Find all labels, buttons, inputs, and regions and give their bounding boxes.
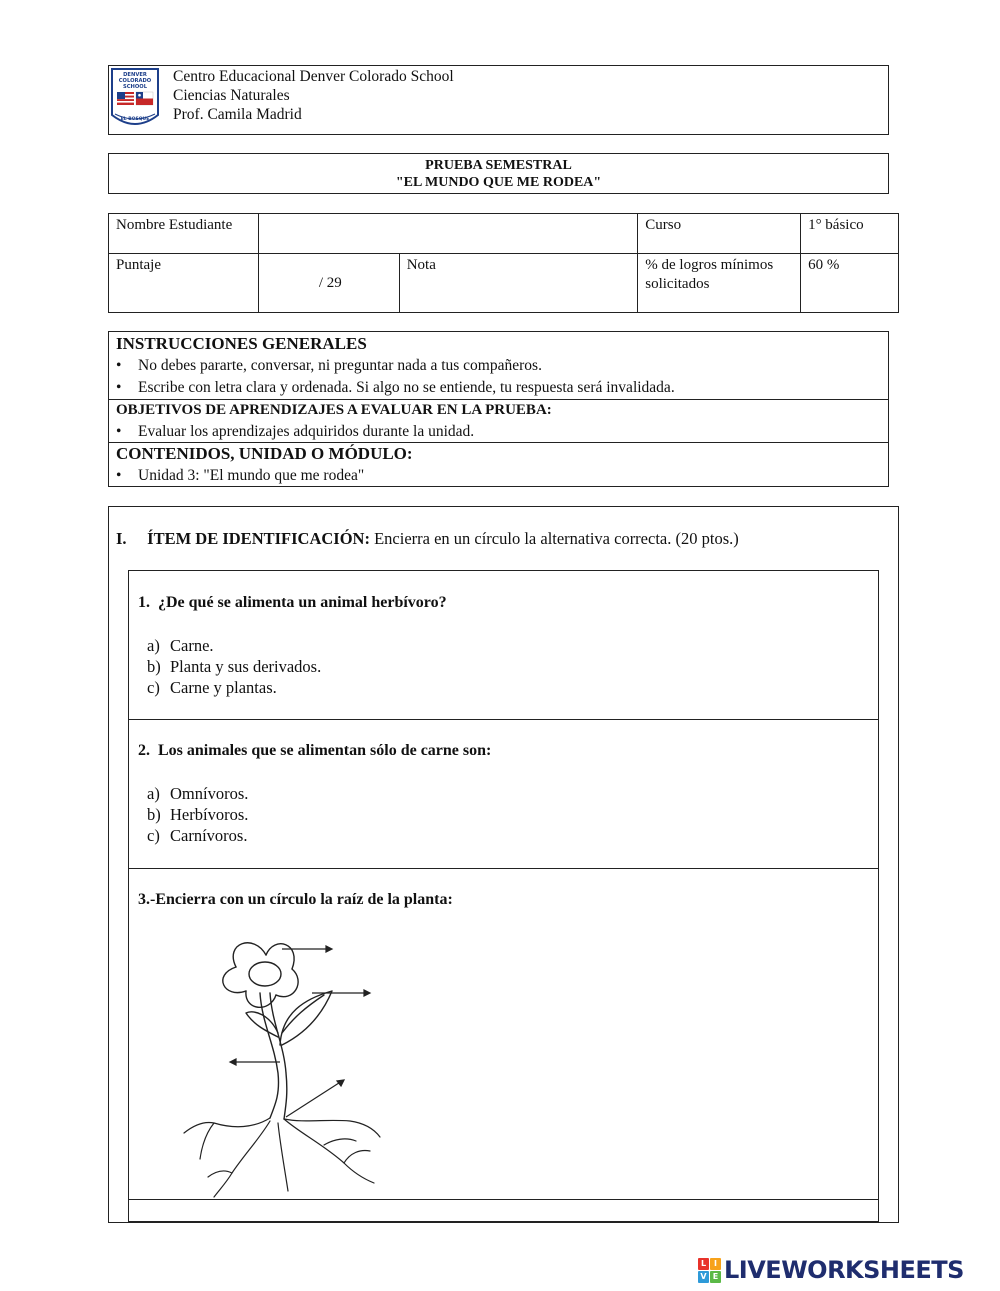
question-3 bbox=[128, 868, 879, 1200]
root-icon bbox=[184, 1118, 380, 1197]
arrow-head-icon bbox=[364, 990, 370, 996]
objectives-heading: OBJETIVOS DE APRENDIZAJES A EVALUAR EN LA PRUEBA: bbox=[116, 402, 552, 418]
logo-block: I bbox=[710, 1258, 721, 1270]
arrow-head-icon bbox=[337, 1080, 344, 1086]
question-continuation bbox=[128, 1199, 879, 1222]
table-row bbox=[109, 214, 899, 254]
bullet-icon: • bbox=[116, 379, 122, 396]
crest-text-1: DENVER bbox=[123, 72, 147, 78]
option-text: Herbívoros. bbox=[170, 805, 249, 824]
score-total: / 29 bbox=[318, 275, 342, 291]
section-title bbox=[116, 529, 739, 549]
course-label: Curso bbox=[638, 214, 801, 254]
answer-option-b[interactable] bbox=[147, 804, 248, 825]
list-item-text: Escribe con letra clara y ordenada. Si algo no se entiende, tu respuesta será invalidada. bbox=[138, 379, 675, 396]
list-item bbox=[109, 465, 888, 486]
question-text: Los animales que se alimentan sólo de carne son: bbox=[158, 742, 492, 759]
school-name: Centro Educacional Denver Colorado School bbox=[173, 68, 454, 85]
answer-option-a[interactable] bbox=[147, 635, 214, 656]
list-item bbox=[109, 421, 888, 442]
logo-blocks-icon bbox=[698, 1258, 721, 1283]
bullet-icon: • bbox=[116, 423, 122, 440]
bullet-icon: • bbox=[116, 357, 122, 374]
student-name-field[interactable] bbox=[258, 214, 637, 254]
question-text: Encierra con un círculo la raíz de la planta: bbox=[155, 891, 453, 908]
section-instruction: Encierra en un círculo la alternativa correcta. (20 ptos.) bbox=[374, 529, 739, 548]
exam-title: PRUEBA SEMESTRAL bbox=[425, 158, 572, 173]
question-title bbox=[138, 594, 447, 612]
list-item-text: Evaluar los aprendizajes adquiridos durante la unidad. bbox=[138, 423, 475, 440]
question-number: 2. bbox=[138, 742, 150, 759]
exam-title-box bbox=[108, 153, 889, 194]
bullet-icon: • bbox=[116, 467, 122, 484]
logo-block: E bbox=[710, 1271, 721, 1283]
general-instructions-heading: INSTRUCCIONES GENERALES bbox=[116, 334, 367, 353]
plant-diagram[interactable] bbox=[174, 933, 464, 1200]
option-label: b) bbox=[147, 805, 161, 824]
score-field[interactable] bbox=[258, 254, 399, 313]
exam-subtitle: "EL MUNDO QUE ME RODEA" bbox=[395, 175, 602, 190]
list-item bbox=[109, 355, 888, 376]
option-text: Carne y plantas. bbox=[170, 678, 277, 697]
logo-block: V bbox=[698, 1271, 709, 1283]
option-text: Omnívoros. bbox=[170, 784, 249, 803]
school-crest-logo bbox=[109, 67, 161, 133]
list-item bbox=[109, 377, 888, 398]
teacher-name: Prof. Camila Madrid bbox=[173, 106, 302, 123]
crest-text-3: SCHOOL bbox=[122, 84, 148, 90]
option-label: c) bbox=[147, 678, 160, 697]
logo-wordmark: LIVEWORKSHEETS bbox=[724, 1256, 964, 1284]
student-info-table bbox=[108, 213, 899, 313]
usa-flag-icon bbox=[117, 92, 134, 105]
option-text: Carnívoros. bbox=[170, 826, 248, 845]
option-label: b) bbox=[147, 657, 161, 676]
subject-name: Ciencias Naturales bbox=[173, 87, 290, 104]
answer-option-a[interactable] bbox=[147, 783, 248, 804]
arrow-head-icon bbox=[230, 1059, 236, 1065]
score-label: Puntaje bbox=[109, 254, 259, 313]
course-value: 1° básico bbox=[801, 214, 899, 254]
list-item-text: Unidad 3: "El mundo que me rodea" bbox=[138, 467, 365, 484]
chile-flag-icon bbox=[136, 92, 153, 105]
option-text: Planta y sus derivados. bbox=[170, 657, 322, 676]
answer-option-b[interactable] bbox=[147, 656, 321, 677]
question-number: 3.- bbox=[138, 891, 156, 908]
option-label: a) bbox=[147, 784, 160, 803]
school-header bbox=[108, 65, 889, 135]
list-item-text: No debes pararte, conversar, ni preguntar nada a tus compañeros. bbox=[138, 357, 542, 374]
stem-icon bbox=[260, 993, 287, 1119]
question-number: 1. bbox=[138, 594, 150, 611]
question-2 bbox=[128, 719, 879, 869]
question-title bbox=[138, 742, 491, 760]
grade-label: Nota bbox=[399, 254, 638, 313]
question-1 bbox=[128, 570, 879, 720]
section-heading: ÍTEM DE IDENTIFICACIÓN: bbox=[147, 529, 370, 548]
arrow-root bbox=[286, 1081, 342, 1117]
achievement-label: % de logros mínimos solicitados bbox=[638, 254, 801, 313]
section-numeral: I. bbox=[116, 529, 127, 548]
liveworksheets-logo bbox=[698, 1255, 964, 1285]
contents-heading: CONTENIDOS, UNIDAD O MÓDULO: bbox=[116, 444, 413, 463]
answer-option-c[interactable] bbox=[147, 677, 277, 698]
achievement-value: 60 % bbox=[801, 254, 899, 313]
instructions-block bbox=[108, 331, 889, 487]
arrow-head-icon bbox=[326, 946, 332, 952]
crest-text-4: EL BOSQUE bbox=[120, 117, 150, 122]
student-name-label: Nombre Estudiante bbox=[109, 214, 259, 254]
option-label: c) bbox=[147, 826, 160, 845]
answer-option-c[interactable] bbox=[147, 825, 247, 846]
logo-block: L bbox=[698, 1258, 709, 1270]
crest-text-2: COLORADO bbox=[118, 78, 152, 84]
question-text: ¿De qué se alimenta un animal herbívoro? bbox=[158, 594, 447, 611]
identification-section bbox=[108, 506, 899, 1223]
table-row bbox=[109, 254, 899, 313]
question-title bbox=[138, 891, 453, 909]
option-label: a) bbox=[147, 636, 160, 655]
option-text: Carne. bbox=[170, 636, 214, 655]
leaf-icon bbox=[246, 991, 332, 1045]
